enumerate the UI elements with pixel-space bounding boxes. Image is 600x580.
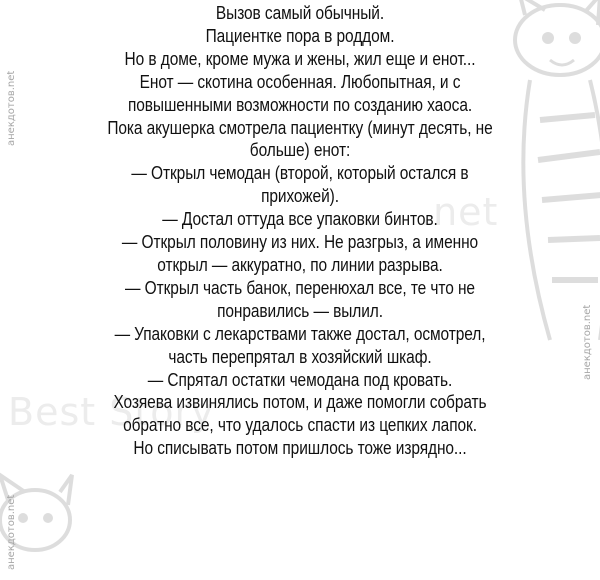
story-line: Но в доме, кроме мужа и жены, жил еще и енот... xyxy=(124,48,476,69)
story-line: часть перепрятал в хозяйский шкаф. xyxy=(168,346,432,367)
story-line: — Спрятал остатки чемодана под кровать. xyxy=(147,369,453,390)
story-line: Пациентке пора в роддом. xyxy=(205,25,395,46)
joke-text xyxy=(0,2,600,460)
story-line: повышенными возможности по созданию хаоса. xyxy=(127,94,473,115)
story-line: Енот — скотина особенная. Любопытная, и с xyxy=(139,71,461,92)
story-line: Хозяева извинялись потом, и даже помогли собрать xyxy=(113,392,487,413)
story-line: открыл — аккуратно, по линии разрыва. xyxy=(157,254,443,275)
story-line: — Открыл половину из них. Не разгрыз, а именно xyxy=(121,232,479,253)
watermark-side-right: анекдотов.net xyxy=(582,304,593,380)
story-line: Вызов самый обычный. xyxy=(215,3,385,23)
story-line: прихожей). xyxy=(261,186,339,207)
story-line: — Упаковки с лекарствами также достал, осмотрел, xyxy=(114,323,486,344)
story-line: понравились — вылил. xyxy=(217,300,383,321)
watermark-side-left-top: анекдотов.net xyxy=(6,70,17,146)
watermark-best-story: Best Story xyxy=(8,390,215,434)
story-line: — Открыл чемодан (второй, который остался в xyxy=(131,163,469,184)
story-line: больше) енот: xyxy=(249,140,351,161)
watermark-side-left-bottom: анекдотов.net xyxy=(6,494,17,570)
story-line: Пока акушерка смотрела пациентку (минут десять, не xyxy=(107,117,493,138)
story-line: Но списывать потом пришлось тоже изрядно... xyxy=(133,438,467,459)
story-line: обратно все, что удалось спасти из цепких лапок. xyxy=(123,415,477,436)
story-line: — Достал оттуда все упаковки бинтов. xyxy=(162,209,438,230)
story-line: — Открыл часть банок, перенюхал все, те что не xyxy=(125,277,475,298)
watermark-net: .net xyxy=(420,190,499,234)
